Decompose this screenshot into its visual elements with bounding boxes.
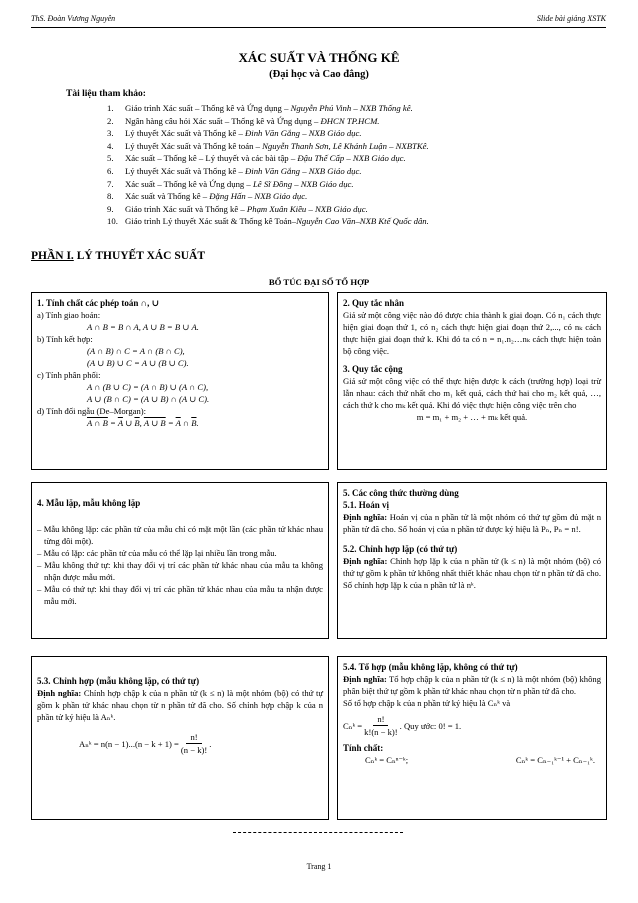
box-heading: 5.2. Chỉnh hợp lặp (có thứ tự) (343, 544, 458, 554)
reference-item: 2. Ngân hàng câu hỏi Xác suất – Thống kê và Ứng dụng – ĐHCN TP.HCM. (107, 115, 380, 126)
paragraph: Số tổ hợp chập k của n phần tử ký hiệu là Cₙᵏ và (343, 698, 511, 708)
box-arrangements (31, 656, 329, 820)
box-heading: 1. Tính chất các phép toán ∩, ∪ (37, 298, 160, 308)
text-line: c) Tính phân phối: (37, 370, 101, 380)
reference-item: 1. Giáo trình Xác suất – Thống kê và Ứng dụng – Nguyễn Phú Vinh – NXB Thống kê. (107, 103, 413, 113)
box-set-operations (31, 292, 329, 470)
reference-item: 5. Xác suất – Thống kê – Lý thuyết và các bài tập – Đậu Thế Cấp – NXB Giáo dục. (107, 153, 406, 164)
box-samples (31, 482, 329, 639)
text-line: b) Tính kết hợp: (37, 334, 93, 344)
reference-item: 8. Xác suất và Thống kê – Đặng Hấn – NXB Giáo dục. (107, 191, 308, 202)
header-left: ThS. Đoàn Vương Nguyên (31, 14, 116, 23)
text-line: a) Tính giao hoán: (37, 310, 101, 320)
list-item: – Mẫu có thứ tự: khi thay đổi vị trí các phần tử khác nhau của mẫu ta nhận được mẫu mới. (37, 584, 323, 606)
part-heading: PHẦN I. LÝ THUYẾT XÁC SUẤT (31, 250, 206, 262)
section-heading: BỔ TÚC ĐẠI SỐ TỔ HỢP (268, 277, 370, 287)
box-heading: 2. Quy tắc nhân (343, 298, 405, 308)
formula: (A ∪ B) ∪ C = A ∪ (B ∪ C). (87, 358, 189, 368)
reference-item: 10. Giáo trình Lý thuyết Xác suất & Thống kê Toán–Nguyễn Cao Văn–NXB Ktế Quốc dân. (107, 216, 429, 227)
box-heading: 5.1. Hoán vị (343, 500, 390, 510)
paragraph: Định nghĩa: Chỉnh hợp lặp k của n phần tử (k ≤ n) là một nhóm (bộ) có thứ tự gồm k phần tử không nhất thiết khác nhau chọn từ n phần tử đã cho. Số chỉnh hợp lặp k của n phần tử là nᵏ. (343, 556, 602, 590)
box-heading: 3. Quy tắc cộng (343, 364, 403, 374)
box-heading: Tính chất: (343, 743, 384, 753)
footer-divider (233, 832, 403, 833)
paragraph: Định nghĩa: Hoán vị của n phần tử là một nhóm có thứ tự gồm đủ mặt n phần tử đã cho. Số hoán vị của n phần tử được ký hiệu là Pₙ, Pₙ = n!. (343, 512, 601, 534)
header-divider (31, 27, 606, 28)
header-right: Slide bài giảng XSTK (536, 14, 606, 23)
references-list (107, 102, 607, 228)
formula-de-morgan: A ∩ $B = \overline{A}$ ∪ $\overline{B}$, A ∪ $B = \overline{A}$ ∩ $\overline{B}$. (87, 418, 199, 428)
box-heading: 5. Các công thức thường dùng (343, 488, 459, 498)
reference-item: 4. Lý thuyết Xác suất và Thống kê toán – Nguyễn Thanh Sơn, Lê Khánh Luận – NXBTKê. (107, 140, 429, 151)
reference-item: 7. Xác suất – Thống kê và Ứng dụng – Lê Sĩ Đồng – NXB Giáo dục. (107, 178, 354, 189)
formula: A ∩ (B ∪ C) = (A ∩ B) ∪ (A ∩ C), (87, 382, 209, 392)
list-item: – Mẫu có lặp: các phần tử của mẫu có thể lặp lại nhiều lần trong mẫu. (37, 548, 277, 558)
formula: A ∩ B = B ∩ A, A ∪ B = B ∪ A. (87, 322, 199, 332)
box-counting-rules (337, 292, 607, 470)
paragraph: Giả sử một công việc có thể thực hiện được k cách (trường hợp) loại trừ lẫn nhau: cách thứ nhất cho m₁ kết quả, cách thứ hai cho m₂ kết quả, …, cách thứ k cho mₖ kết quả. Khi đó việc thực hiện công việc trên cho (343, 376, 601, 410)
reference-item: 9. Giáo trình Xác suất và Thống kê – Phạm Xuân Kiều – NXB Giáo dục. (107, 203, 368, 214)
formula-arrangement: Aₙᵏ = n(n − 1)...(n − k + 1) = $\frac{n!}{(n - k)!}$ . (79, 732, 212, 755)
list-item: – Mẫu không thứ tự: khi thay đổi vị trí các phần tử khác nhau của mẫu ta không nhận được mẫu mới. (37, 560, 323, 582)
paragraph: Giả sử một công việc nào đó được chia thành k giai đoạn. Có n₁ cách thực hiện giai đoạn thứ 1, có n₂ cách thực hiện giai đoạn thứ 2,..., có nₖ cách thực hiện giai đoạn thứ k. Khi đó ta có n = n₁.n₂…nₖ cách thực hiện toàn bộ công việc. (343, 310, 601, 356)
box-heading: 5.4. Tổ hợp (mẫu không lặp, không có thứ tự) (343, 662, 518, 672)
page-number: Trang 1 (306, 862, 332, 871)
formula: (A ∩ B) ∩ C = A ∩ (B ∩ C), (87, 346, 185, 356)
document-title: XÁC SUẤT VÀ THỐNG KÊ (238, 50, 400, 65)
box-permutations (337, 482, 607, 639)
formula: m = m₁ + m₂ + … + mₖ kết quả. (416, 412, 528, 422)
box-heading: 5.3. Chỉnh hợp (mẫu không lặp, có thứ tự) (37, 676, 200, 686)
box-heading: 4. Mẫu lặp, mẫu không lặp (37, 498, 141, 508)
formula-combination: Cₙᵏ = $\frac{n!}{k!(n - k)!}$ . Quy ước: 0! = 1. (343, 714, 462, 737)
reference-item: 3. Lý thuyết Xác suất và Thống kê – Đinh Văn Gắng – NXB Giáo dục. (107, 128, 362, 139)
references-heading: Tài liệu tham khảo: (66, 89, 146, 99)
text-line: d) Tính đối ngẫu (De–Morgan): (37, 406, 146, 416)
formula-properties: Cₙᵏ = Cₙⁿ⁻ᵏ; Cₙᵏ = Cₙ₋₁ᵏ⁻¹ + Cₙ₋₁ᵏ. (365, 755, 595, 765)
list-item: – Mẫu không lặp: các phần tử của mẫu chỉ có mặt một lần (các phần tử khác nhau từng đôi một). (37, 524, 323, 546)
document-subtitle: (Đại học và Cao đẳng) (269, 69, 369, 80)
paragraph: Định nghĩa: Chỉnh hợp chập k của n phần tử (k ≤ n) là một nhóm (bộ) có thứ tự gồm k phần tử khác nhau chọn từ n phần tử đã cho. Số chỉnh hợp chập k của n phần tử ký hiệu là Aₙᵏ. (37, 688, 324, 722)
reference-item: 6. Lý thuyết Xác suất và Thống kê – Đinh Văn Gắng – NXB Giáo dục. (107, 165, 362, 176)
box-combinations (337, 656, 607, 820)
paragraph: Định nghĩa: Tổ hợp chập k của n phần tử (k ≤ n) là một nhóm (bộ) không phân biệt thứ tự gồm k phần tử khác nhau chọn từ n phần tử đã cho. (343, 674, 601, 696)
formula: A ∪ (B ∩ C) = (A ∪ B) ∩ (A ∪ C). (87, 394, 210, 404)
